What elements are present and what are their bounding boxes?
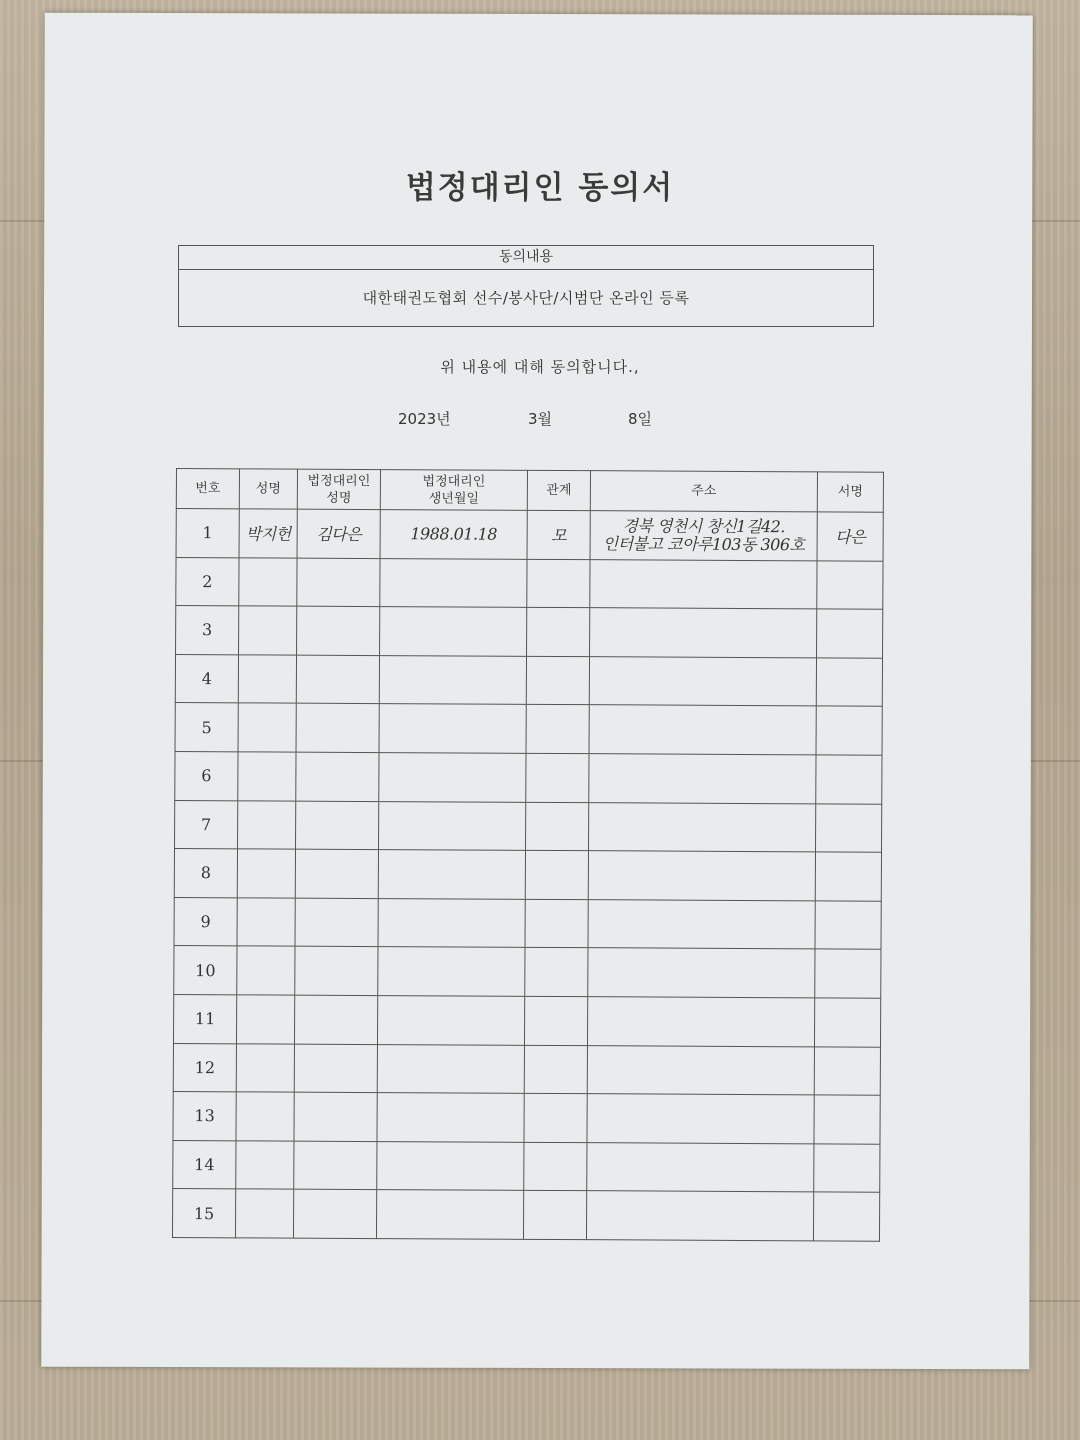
cell-signature <box>816 658 882 707</box>
cell-relation <box>523 1191 586 1240</box>
table-row <box>173 1043 880 1095</box>
cell-address <box>588 851 815 901</box>
guardian-roster-table <box>172 468 884 1242</box>
table-body <box>172 509 883 1242</box>
cell-address <box>588 899 815 949</box>
cell-relation <box>525 850 588 899</box>
cell-name <box>236 1141 294 1190</box>
cell-name <box>236 1043 294 1092</box>
consent-box <box>178 245 874 327</box>
cell-guardian-name <box>295 849 378 898</box>
cell-address <box>586 1191 813 1241</box>
cell-guardian-name: 김다은 <box>297 509 380 558</box>
cell-guardian-name <box>296 704 379 753</box>
header-name: 성명 <box>239 469 297 509</box>
cell-relation <box>526 656 589 705</box>
consent-header: 동의내용 <box>179 246 873 270</box>
cell-signature <box>813 1192 879 1241</box>
cell-name <box>238 752 296 801</box>
cell-no: 6 <box>175 751 238 800</box>
date-day: 8일 <box>628 410 653 428</box>
cell-signature <box>815 901 881 950</box>
cell-no: 14 <box>173 1140 236 1189</box>
header-no: 번호 <box>176 469 239 509</box>
cell-address <box>587 997 814 1047</box>
cell-signature <box>817 560 883 609</box>
cell-address-line: 경북 영천시 창신1길42. <box>622 516 785 536</box>
cell-relation <box>526 705 589 754</box>
cell-relation <box>527 559 590 608</box>
cell-guardian-birth <box>380 558 527 607</box>
cell-guardian-birth <box>380 607 527 656</box>
table-row <box>175 703 882 755</box>
cell-name <box>239 606 297 655</box>
table-row <box>175 654 882 706</box>
cell-guardian-birth <box>379 801 526 850</box>
date-year: 2023년 <box>398 410 451 428</box>
cell-no: 8 <box>174 849 237 898</box>
consent-text: 대한태권도협회 선수/봉사단/시범단 온라인 등록 <box>362 289 690 307</box>
cell-relation <box>524 1093 587 1142</box>
cell-signature <box>815 949 881 998</box>
cell-guardian-birth <box>379 655 526 704</box>
cell-name <box>238 800 296 849</box>
cell-guardian-name <box>294 1044 377 1093</box>
table-header-row <box>176 469 883 513</box>
cell-guardian-birth <box>378 898 525 947</box>
cell-guardian-birth <box>379 704 526 753</box>
cell-name <box>237 946 295 995</box>
header-guardian-birth-line2: 생년월일 <box>428 490 479 507</box>
table-row <box>175 800 882 852</box>
cell-signature <box>815 852 881 901</box>
cell-guardian-birth <box>377 1044 524 1093</box>
cell-relation <box>524 1045 587 1094</box>
cell-guardian-name <box>294 1141 377 1190</box>
cell-guardian-birth <box>378 850 525 899</box>
table-row <box>176 557 883 609</box>
cell-address <box>589 802 816 852</box>
cell-name <box>236 1092 294 1141</box>
header-guardian-birth-line1: 법정대리인 <box>422 473 486 490</box>
cell-relation <box>526 753 589 802</box>
cell-address <box>590 559 817 609</box>
cell-no: 9 <box>174 897 237 946</box>
cell-no: 5 <box>175 703 238 752</box>
table-row <box>173 1140 880 1192</box>
cell-guardian-name <box>296 655 379 704</box>
cell-guardian-birth <box>377 1141 524 1190</box>
cell-guardian-name <box>294 995 377 1044</box>
cell-guardian-birth <box>377 996 524 1045</box>
cell-address <box>589 656 816 706</box>
cell-no: 2 <box>176 557 239 606</box>
cell-signature: 다은 <box>817 512 883 561</box>
cell-guardian-birth <box>376 1190 523 1239</box>
table-row <box>173 994 880 1046</box>
cell-guardian-name <box>294 1092 377 1141</box>
cell-no: 15 <box>172 1189 235 1238</box>
table-row <box>174 849 881 901</box>
cell-no: 7 <box>175 800 238 849</box>
header-signature: 서명 <box>817 472 883 512</box>
cell-guardian-name <box>296 752 379 801</box>
cell-name <box>237 898 295 947</box>
cell-no: 12 <box>173 1043 236 1092</box>
cell-name <box>236 995 294 1044</box>
header-guardian-name-line1: 법정대리인 <box>307 473 371 489</box>
cell-name <box>238 703 296 752</box>
cell-guardian-name <box>293 1189 376 1238</box>
cell-guardian-name <box>295 946 378 995</box>
cell-address <box>589 705 816 755</box>
cell-no: 3 <box>176 606 239 655</box>
cell-guardian-name <box>296 801 379 850</box>
table-row <box>175 751 882 803</box>
header-guardian-name-line2: 성명 <box>326 490 352 506</box>
table-row <box>173 1092 880 1144</box>
cell-guardian-name <box>297 558 380 607</box>
table-row <box>172 1189 879 1241</box>
document-title: 법정대리인 동의서 <box>405 170 675 206</box>
cell-address <box>589 754 816 804</box>
header-address: 주소 <box>590 471 817 512</box>
header-guardian-name <box>297 469 380 509</box>
cell-address <box>590 608 817 658</box>
cell-no: 11 <box>173 994 236 1043</box>
cell-relation: 모 <box>527 510 590 559</box>
cell-signature <box>815 803 881 852</box>
cell-address <box>587 1045 814 1095</box>
table-row <box>176 606 883 658</box>
cell-guardian-birth <box>379 753 526 802</box>
cell-relation <box>524 1142 587 1191</box>
cell-name <box>239 557 297 606</box>
header-relation: 관계 <box>527 470 590 510</box>
cell-no: 13 <box>173 1092 236 1141</box>
cell-relation <box>525 948 588 997</box>
cell-address <box>587 1094 814 1144</box>
cell-name <box>235 1189 293 1238</box>
cell-relation <box>524 996 587 1045</box>
table-row <box>174 946 881 998</box>
agree-statement: 위 내용에 대해 동의합니다., <box>440 358 640 376</box>
cell-no: 4 <box>175 654 238 703</box>
cell-address <box>588 948 815 998</box>
cell-guardian-birth: 1988.01.18 <box>380 510 527 559</box>
cell-guardian-birth <box>377 1093 524 1142</box>
cell-relation <box>526 802 589 851</box>
cell-guardian-birth <box>378 947 525 996</box>
cell-signature <box>816 706 882 755</box>
table-row <box>174 897 881 949</box>
table-row <box>176 509 883 561</box>
cell-relation <box>525 899 588 948</box>
date-month: 3월 <box>528 410 553 428</box>
cell-name: 박지헌 <box>239 509 297 558</box>
cell-address-line: 인터불고 코아루103동 306호 <box>602 534 805 555</box>
cell-signature <box>817 609 883 658</box>
cell-guardian-name <box>297 606 380 655</box>
cell-signature <box>814 998 880 1047</box>
cell-name <box>237 849 295 898</box>
cell-signature <box>814 1046 880 1095</box>
cell-signature <box>816 755 882 804</box>
header-guardian-birth <box>380 470 527 511</box>
cell-address <box>587 1142 814 1192</box>
cell-no: 10 <box>174 946 237 995</box>
cell-signature <box>814 1144 880 1193</box>
cell-name <box>238 655 296 704</box>
cell-guardian-name <box>295 898 378 947</box>
cell-no: 1 <box>176 509 239 558</box>
cell-relation <box>527 608 590 657</box>
cell-signature <box>814 1095 880 1144</box>
cell-address <box>590 511 817 561</box>
